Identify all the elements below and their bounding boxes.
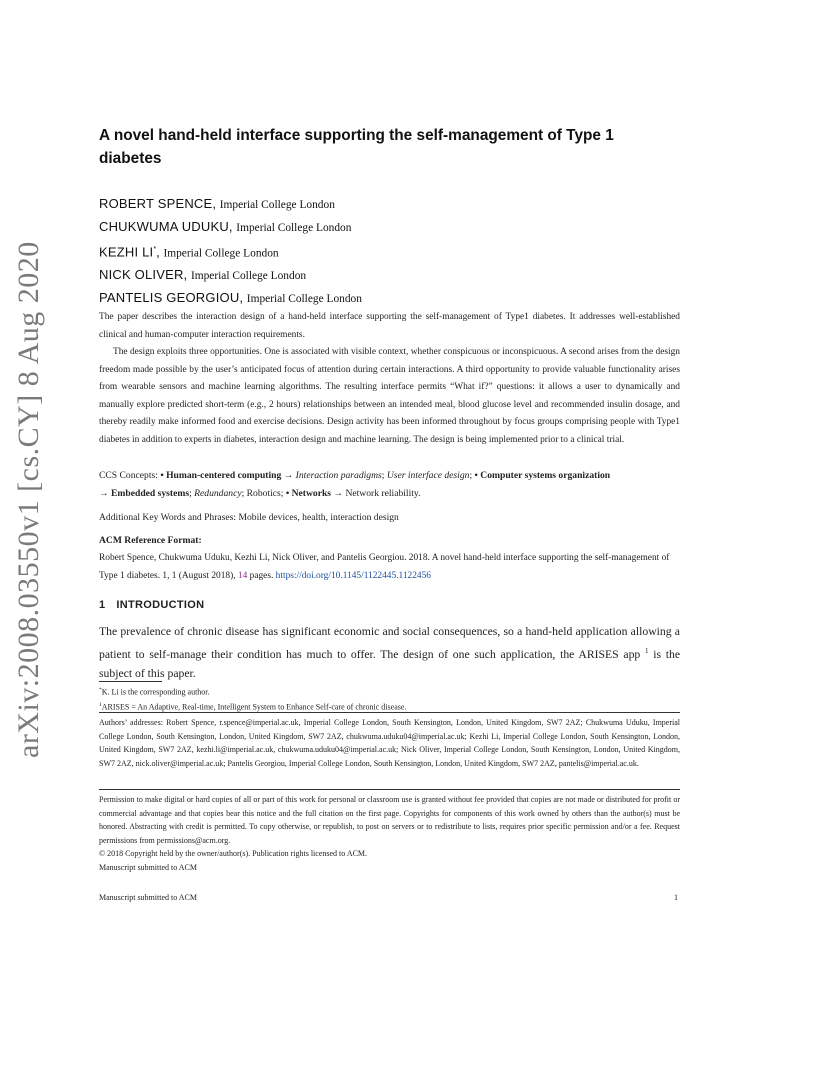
ccs-arrow: → xyxy=(281,470,296,481)
ccs-term: Interaction paradigms xyxy=(295,470,382,481)
permission-notice xyxy=(99,793,680,875)
ccs-arrow: → xyxy=(99,487,111,499)
author-affiliation: Imperial College London xyxy=(163,247,279,260)
intro-text: is the subject of this paper. xyxy=(99,647,681,680)
ccs-term: → Network reliability. xyxy=(331,487,421,499)
footnote-mark: * xyxy=(99,687,102,693)
ccs-term: • Networks xyxy=(285,487,332,499)
author-affiliation: Imperial College London xyxy=(190,270,307,283)
author-name: CHUKWUMA UDUKU, xyxy=(99,219,233,234)
intro-body xyxy=(99,622,680,683)
ccs-term: ; Robotics; xyxy=(241,487,286,499)
abstract-paragraph: The paper describes the interaction design of a hand-held interface supporting the self-management of Type1 diabetes. It addresses well-established clinical and human-computer interaction requirements. xyxy=(99,312,680,340)
copyright-line: © 2018 Copyright held by the owner/author(s). Publication rights licensed to ACM. xyxy=(99,849,368,859)
footer-text: Manuscript submitted to ACM xyxy=(99,893,197,902)
author-name-suffix: , xyxy=(156,244,160,260)
author-name: NICK OLIVER, xyxy=(99,267,188,283)
page-number: 1 xyxy=(674,893,678,902)
abstract-paragraph: The design exploits three opportunities. One is associated with visible context, whether conspicuous or inconspicuous. A second arises from the design freedom made possible by the user’s anticipated focus of attention during certain interactions. A third opportunity to provide valuable functionality arises from wearable sensors and machine learning algorithms. The resulting interface permits “What if?” questions: it allows a user to dynamically and manually explore predicted short-term (e.g., 2 hours) relationships between an intended meal, blood glucose level and recommended insulin dosage, and thereby readily make informed food and exercise decisions. Design activity has been informed throughout by focus groups comprising people with Type1 diabetes in addition to experts in diabetes, interaction design and machine learning. The design is being implemented prior to a clinical trial. xyxy=(99,347,680,445)
ccs-term: Embedded systems xyxy=(111,487,190,499)
keywords: Additional Key Words and Phrases: Mobile devices, health, interaction design xyxy=(99,512,399,523)
author-name: KEZHI LI xyxy=(99,244,154,260)
footnote-mark: 1 xyxy=(99,701,102,708)
ccs-separator: ; xyxy=(381,470,387,481)
author-affiliation: Imperial College London xyxy=(246,293,362,306)
intro-text: The prevalence of chronic disease has significant economic and social consequences, so a hand-held application allowing a patient to self-manage their condition has much to offer. The design of one such application, the ARISES app xyxy=(99,625,680,661)
ccs-term: User interface design xyxy=(386,470,470,481)
footnote-mark[interactable]: 1 xyxy=(645,646,649,655)
author-item xyxy=(99,264,680,287)
ccs-term: Redundancy xyxy=(194,487,242,499)
ccs-concepts xyxy=(99,467,680,502)
section-heading xyxy=(99,599,204,611)
ccs-term: • Computer systems organization xyxy=(474,470,611,481)
ccs-separator: ; xyxy=(189,487,195,499)
author-item xyxy=(99,193,680,216)
arxiv-stamp xyxy=(12,241,45,758)
manuscript-line: Manuscript submitted to ACM xyxy=(99,862,197,872)
author-footnote-mark[interactable]: * xyxy=(153,246,157,253)
acm-reference xyxy=(99,550,680,585)
footnote-text: ARISES = An Adaptive, Real-time, Intelligent System to Enhance Self-care of chronic disease. xyxy=(101,702,407,712)
acm-reference-text: pages. xyxy=(247,570,276,581)
permission-paragraph: Permission to make digital or hard copies of all or part of this work for personal or classroom use is granted without fee provided that copies are not made or distributed for profit or commercial advantage and that copies bear this notice and the full citation on the first page. Copyrights for components of this work owned by others than the author(s) must be honored. Abstracting with credit is permitted. To copy otherwise, or republish, to post on servers or to redistribute to lists, requires prior specific permission and/or a fee. Request permissions from permissions@acm.org. xyxy=(99,795,680,845)
footnotes xyxy=(99,684,680,713)
footnote-rule xyxy=(99,681,162,682)
author-addresses: Authors’ addresses: Robert Spence, r.spence@imperial.ac.uk, Imperial College London, South Kensington, London, United Kingdom, SW7 2AZ; Chukwuma Uduku, Imperial College London, South Kensington, London, United Kingdom, SW7 2AZ, chukwuma.uduku04@imperial.ac.uk; Kezhi Li, Imperial College London, South Kensington, London, United Kingdom, SW7 2AZ, kezhi.li@imperial.ac.uk, chukwuma.uduku04@imperial.ac.uk; Nick Oliver, Imperial College London, South Kensington, London, United Kingdom, SW7 2AZ, nick.oliver@imperial.ac.uk; Pantelis Georgiou, Imperial College London, South Kensington, London, United Kingdom, SW7 2AZ, pantelis@imperial.ac.uk. xyxy=(99,718,680,768)
author-item xyxy=(99,287,680,310)
acm-reference-heading: ACM Reference Format: xyxy=(99,535,202,546)
arxiv-stamp-text: arXiv:2008.03550v1 [cs.CY] 8 Aug 2020 xyxy=(12,241,45,758)
permission-rule xyxy=(99,789,680,790)
author-name: PANTELIS GEORGIOU, xyxy=(99,290,244,306)
intro-paragraph xyxy=(99,622,680,683)
section-number: 1 xyxy=(99,599,106,611)
doi-link[interactable]: https://doi.org/10.1145/1122445.1122456 xyxy=(275,570,431,581)
author-affiliation: Imperial College London xyxy=(219,199,335,211)
addresses-rule xyxy=(99,712,680,713)
acm-reference-text: Robert Spence, Chukwuma Uduku, Kezhi Li, Nick Oliver, and Pantelis Georgiou. 2018. A novel hand-held interface supporting the self-management of Type 1 diabetes. 1, 1 (August 2018), xyxy=(99,553,670,581)
footnote-text: K. Li is the corresponding author. xyxy=(101,687,210,697)
author-item xyxy=(99,216,680,239)
ccs-label: CCS Concepts: xyxy=(99,470,161,481)
ccs-term: • Human-centered computing xyxy=(160,470,282,481)
section-title: INTRODUCTION xyxy=(116,599,205,611)
author-affiliation: Imperial College London xyxy=(236,222,352,234)
paper-title: A novel hand-held interface supporting the self-management of Type 1 diabetes xyxy=(99,127,614,167)
author-name: ROBERT SPENCE, xyxy=(99,196,217,211)
author-list xyxy=(99,193,680,310)
pages-link[interactable]: 14 xyxy=(237,570,248,581)
abstract xyxy=(99,309,680,449)
footnote-item xyxy=(99,684,680,699)
author-item xyxy=(99,239,680,264)
ccs-separator: ; xyxy=(469,470,475,481)
